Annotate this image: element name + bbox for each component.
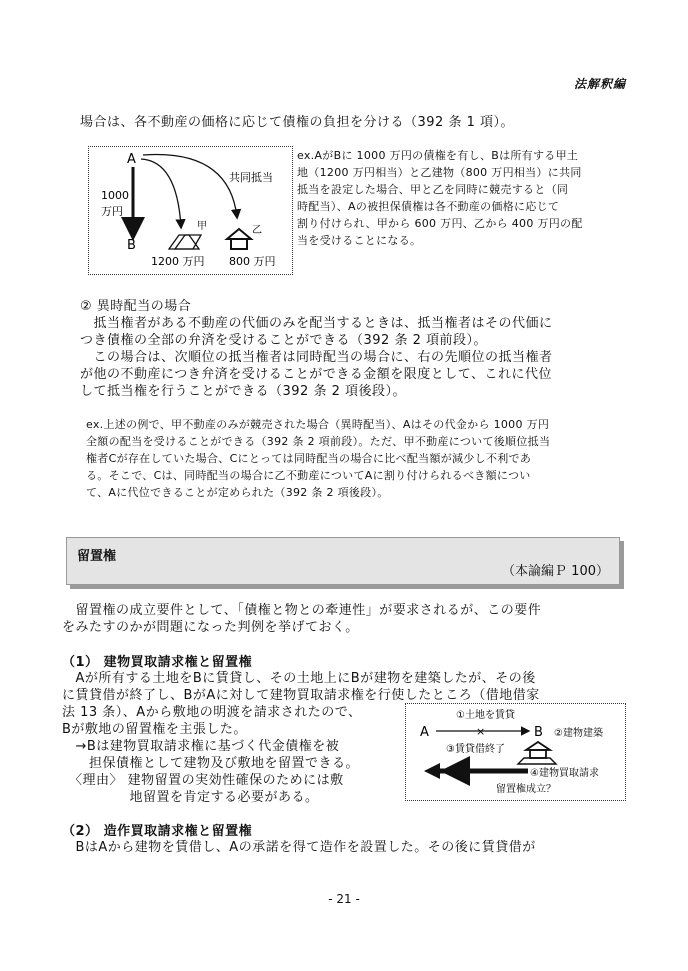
lease-label: ①土地を賃貸 <box>456 710 515 721</box>
paragraph-line: に賃貸借が終了し、BがAに対して建物買取請求権を行使したところ（借地借家 <box>62 688 540 703</box>
paragraph-line: →Bは建物買取請求権に基づく代金債権を被 <box>62 739 340 754</box>
paragraph-line: が他の不動産につき弁済を受けることができる金額を限度として、これに代位 <box>80 367 552 382</box>
paragraph-fixture-purchase <box>62 839 536 856</box>
example-2-line: ex.上述の例で、甲不動産のみが競売された場合（異時配当）、Aはその代金から 1000 万円 <box>86 418 550 431</box>
example-2-line: る。そこで、Cは、同時配当の場合に乙不動産についてAに割り付けられるべき額につい <box>86 469 531 482</box>
party-b-label: B <box>127 238 136 253</box>
paragraph-line: 留置権の成立要件として、「債権と物との牽連性」が要求されるが、この要件 <box>62 603 542 618</box>
example-2 <box>86 416 550 501</box>
purchase-request-label: ④建物買取請求 <box>530 768 599 779</box>
kou-label: 甲 <box>197 221 207 232</box>
house-icon <box>227 229 251 249</box>
example-1-line: 時配当）、Aの被担保債権は各不動産の価格に応じて <box>297 200 560 213</box>
land-icon <box>175 235 199 249</box>
paragraph-line: Bが敷地の留置権を主張した。 <box>62 722 247 737</box>
house-icon <box>518 742 556 764</box>
paragraph-line: をみたすのかが問題になった判例を挙げておく。 <box>62 620 359 635</box>
purchase-request-arrowhead <box>424 763 440 779</box>
amount-unit: 万円 <box>101 205 123 218</box>
otsu-label: 乙 <box>252 225 262 236</box>
land-value: 1200 万円 <box>151 255 205 268</box>
lien-question-label: 留置権成立？ <box>496 784 556 795</box>
example-2-line: て、Aに代位できることが定められた（392 条 2 項後段）。 <box>86 486 389 499</box>
paragraph-line: 〈理由〉 建物留置の実効性確保のためには敷 <box>62 773 344 788</box>
paragraph-line: この場合は、次順位の抵当権者は同時配当の場合に、右の先順位の抵当権者 <box>80 350 553 365</box>
example-1-line: 抵当を設定した場合、甲と乙を同時に競売すると（同 <box>297 183 569 196</box>
example-2-line: 権者Cが存在していた場合、Cにとっては同時配当の場合に比べ配当額が減少し不利であ <box>86 452 532 465</box>
lease-end-label: ③賃貸借終了 <box>446 744 505 755</box>
example-1-line: 当を受けることになる。 <box>297 234 422 247</box>
party-a-label: A <box>420 725 429 740</box>
paragraph-line: 担保債権として建物及び敷地を留置できる。 <box>62 756 360 771</box>
example-1-line: 地（1200 万円相当）と乙建物（800 万円相当）に共同 <box>297 166 582 179</box>
heading-building-purchase: （1） 建物買取請求権と留置権 <box>62 655 253 670</box>
paragraph-line: つき債権の全部の弁済を受けることができる（392 条 2 項前段）。 <box>80 333 487 348</box>
running-header: 法解釈編 <box>573 77 626 91</box>
heading-separate-distribution: ② 異時配当の場合 <box>80 299 192 314</box>
party-b-label: B <box>534 725 543 740</box>
building-purchase-figure <box>406 704 625 800</box>
paragraph-line: して抵当権を行うことができる（392 条 2 項後段）。 <box>80 384 406 399</box>
heading-fixture-purchase: （2） 造作買取請求権と留置権 <box>62 824 253 839</box>
party-a-label: A <box>127 152 136 167</box>
building-purchase-diagram <box>405 703 626 801</box>
paragraph-line: 地留置を肯定する必要がある。 <box>62 790 319 805</box>
page-number: - 21 - <box>328 892 360 906</box>
land-parcel-icon <box>169 235 201 249</box>
paragraph-line: 法 13 条）、Aから敷地の明渡を請求されたので、 <box>62 705 362 720</box>
joint-mortgage-figure <box>89 147 292 274</box>
amount-number: 1000 <box>101 189 129 202</box>
paragraph-line: Aが所有する土地をBに賃貸し、その土地上にBが建物を建築したが、その後 <box>62 671 536 686</box>
example-2-line: 全額の配当を受けることができる（392 条 2 項前段）。ただ、甲不動産について後順位抵当 <box>86 435 551 448</box>
paragraph-lien-intro <box>62 602 541 636</box>
section-banner <box>66 537 620 585</box>
arrow-to-land <box>141 159 181 227</box>
joint-mortgage-diagram <box>88 146 293 275</box>
paragraph-line: BはAから建物を賃借し、Aの承諾を得て造作を設置した。その後に賃貸借が <box>62 840 536 855</box>
lease-ended-mark: × <box>476 725 486 738</box>
building-value: 800 万円 <box>229 255 276 268</box>
paragraph-separate-distribution <box>80 315 553 400</box>
build-label: ②建物建築 <box>554 728 603 739</box>
paragraph-line: 抵当権者がある不動産の代価のみを配当するときは、抵当権者はその代価に <box>80 316 553 331</box>
section-title: 留置権 <box>77 549 117 564</box>
joint-mortgage-label: 共同抵当 <box>229 171 273 184</box>
example-1-line: 割り付けられ、甲から 600 万円、乙から 400 万円の配 <box>297 217 583 230</box>
example-1 <box>297 147 583 249</box>
section-reference: （本論編Ｐ 100） <box>502 564 609 579</box>
example-1-line: ex.AがBに 1000 万円の債権を有し、Bは所有する甲土 <box>297 149 579 162</box>
intro-line: 場合は、各不動産の価格に応じて債権の負担を分ける（392 条 1 項）。 <box>80 115 514 130</box>
